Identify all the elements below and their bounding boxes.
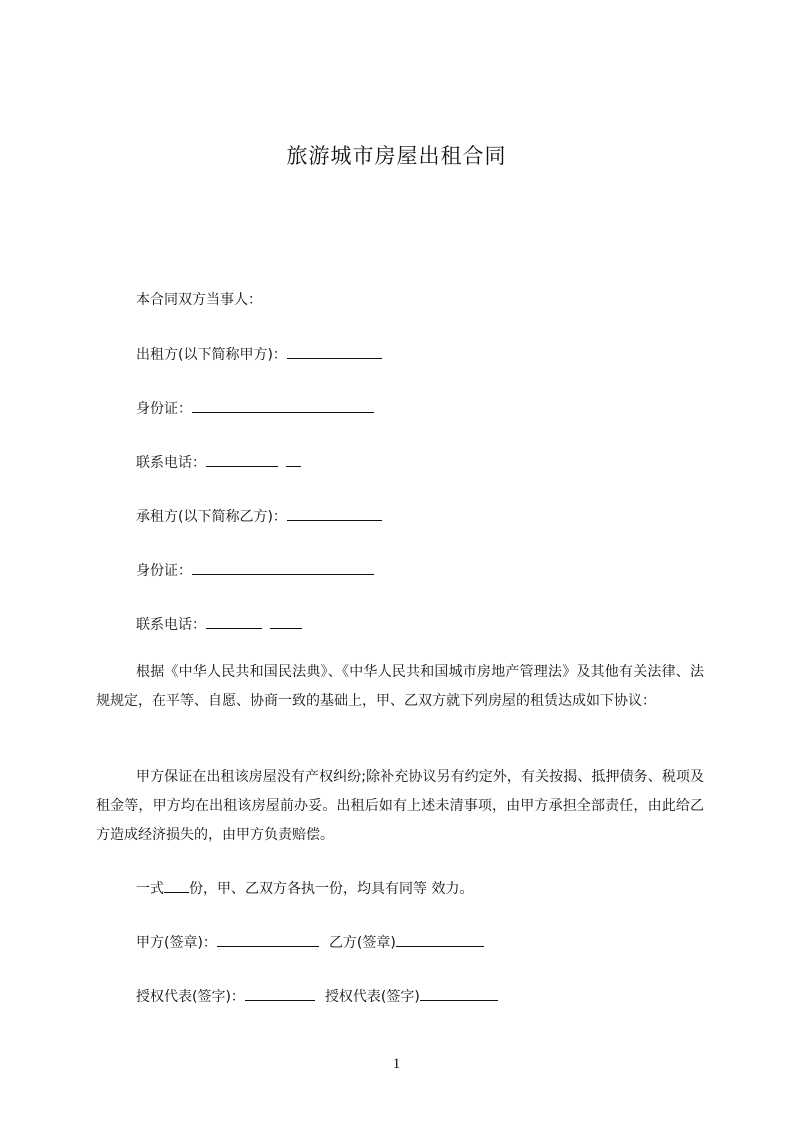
lessee-id-blank[interactable] xyxy=(192,560,374,575)
lessee-name-blank[interactable] xyxy=(287,506,382,521)
representative-line xyxy=(136,986,498,1007)
lessor-id-label: 身份证： xyxy=(136,401,192,417)
page-number: 1 xyxy=(392,1056,401,1072)
lessee-phone-label: 联系电话： xyxy=(136,617,206,633)
lessor-phone-blank[interactable] xyxy=(206,452,278,467)
lessor-phone-line xyxy=(136,452,301,473)
rep-a-label: 授权代表(签字)： xyxy=(136,989,245,1005)
lessee-line xyxy=(136,506,382,527)
copies-prefix: 一式 xyxy=(136,881,164,897)
lessor-phone-label: 联系电话： xyxy=(136,455,206,471)
lessor-id-line xyxy=(136,398,374,419)
lessee-phone-blank[interactable] xyxy=(206,614,262,629)
lessee-phone-line xyxy=(136,614,302,635)
lessor-id-blank[interactable] xyxy=(192,398,374,413)
lessor-line xyxy=(136,344,382,365)
lessee-id-label: 身份证： xyxy=(136,563,192,579)
parties-intro: 本合同双方当事人： xyxy=(136,292,262,308)
copies-count-blank[interactable] xyxy=(164,878,189,893)
rep-b-label: 授权代表(签字) xyxy=(324,989,420,1005)
lessor-phone-blank-2[interactable] xyxy=(286,452,301,467)
sign-b-blank[interactable] xyxy=(396,932,484,947)
lessee-label: 承租方(以下简称乙方)： xyxy=(136,509,287,525)
sign-a-label: 甲方(签章)： xyxy=(136,935,217,951)
rep-a-blank[interactable] xyxy=(245,986,315,1001)
signature-line xyxy=(136,932,484,953)
lessee-id-line xyxy=(136,560,374,581)
copies-suffix: 份，甲、乙双方各执一份，均具有同等 效力。 xyxy=(189,881,474,897)
guarantee-paragraph: 甲方保证在出租该房屋没有产权纠纷;除补充协议另有约定外，有关按揭、抵押债务、税项及租金等，甲方均在出租该房屋前办妥。出租后如有上述未清事项，由甲方承担全部责任，由此给乙方造成经济损失的，由甲方负责赔偿。 xyxy=(96,769,704,843)
document-title: 旅游城市房屋出租合同 xyxy=(286,144,507,168)
lessor-label: 出租方(以下简称甲方)： xyxy=(136,347,287,363)
sign-b-label: 乙方(签章) xyxy=(328,935,396,951)
sign-a-blank[interactable] xyxy=(217,932,319,947)
copies-line xyxy=(136,878,473,899)
basis-paragraph: 根据《中华人民共和国民法典》、《中华人民共和国城市房地产管理法》及其他有关法律、法规规定，在平等、自愿、协商一致的基础上，甲、乙双方就下列房屋的租赁达成如下协议： xyxy=(96,664,704,709)
rep-b-blank[interactable] xyxy=(420,986,498,1001)
lessor-name-blank[interactable] xyxy=(287,344,382,359)
lessee-phone-blank-2[interactable] xyxy=(270,614,302,629)
